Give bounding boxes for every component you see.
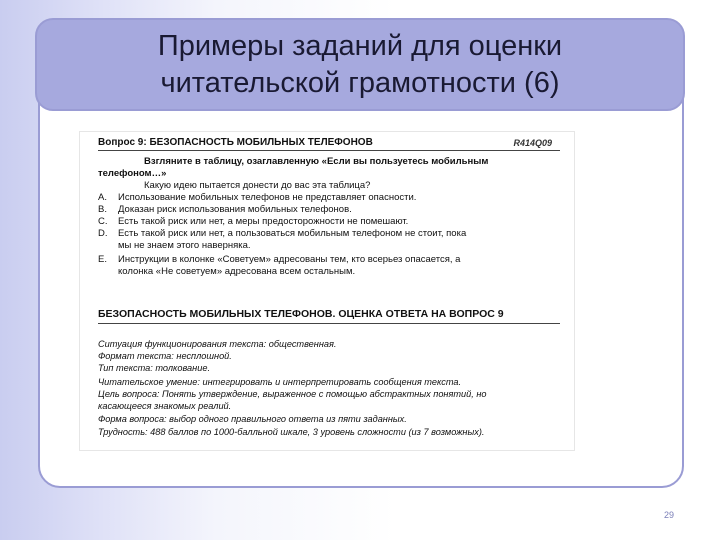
option-d-letter: D. (98, 228, 108, 239)
option-e-letter: E. (98, 254, 107, 265)
question-prompt: Какую идею пытается донести до вас эта таблица? (144, 180, 371, 191)
question-intro-line-2: телефоном…» (98, 168, 167, 179)
header-divider (98, 150, 560, 151)
detail-line: Формат текста: несплошной. (98, 351, 232, 361)
option-c-text: Есть такой риск или нет, а меры предосторожности не помешают. (118, 216, 409, 227)
slide-title-line-2: читательской грамотности (6) (160, 66, 560, 99)
document-image (80, 132, 574, 450)
detail-line: Читательское умение: интегрировать и интерпретировать сообщения текста. (98, 377, 462, 387)
section-divider (98, 323, 560, 324)
slide-title (35, 18, 685, 111)
detail-line: Цель вопроса: Понять утверждение, выраженное с помощью абстрактных понятий, но (98, 389, 487, 399)
option-e-text: Инструкции в колонке «Советуем» адресованы тем, кто всерьез опасается, а (118, 254, 461, 265)
option-e-text-cont: колонка «Не советуем» адресована всем остальным. (118, 266, 356, 277)
detail-line: касающееся знакомых реалий. (98, 401, 232, 411)
option-b-letter: B. (98, 204, 107, 215)
option-d-text-cont: мы не знаем этого наверняка. (118, 240, 251, 251)
option-c-letter: C. (98, 216, 108, 227)
option-a-letter: A. (98, 192, 107, 203)
slide-title-line-1: Примеры заданий для оценки (157, 29, 563, 62)
option-d-text: Есть такой риск или нет, а пользоваться мобильным телефоном не стоит, пока (118, 228, 467, 239)
section-title: БЕЗОПАСНОСТЬ МОБИЛЬНЫХ ТЕЛЕФОНОВ. ОЦЕНКА ОТВЕТА НА ВОПРОС 9 (98, 308, 504, 320)
option-a-text: Использование мобильных телефонов не представляет опасности. (118, 192, 417, 203)
page-number: 29 (663, 510, 674, 520)
question-header: Вопрос 9: БЕЗОПАСНОСТЬ МОБИЛЬНЫХ ТЕЛЕФОНОВ (98, 137, 373, 148)
detail-line: Тип текста: толкование. (98, 363, 210, 373)
question-code: R414Q09 (513, 138, 552, 148)
question-intro-line-1: Взгляните в таблицу, озаглавленную «Если вы пользуетесь мобильным (144, 156, 489, 167)
option-b-text: Доказан риск использования мобильных телефонов. (118, 204, 352, 215)
detail-line: Ситуация функционирования текста: общественная. (98, 339, 337, 349)
detail-line: Трудность: 488 баллов по 1000-балльной шкале, 3 уровень сложности (из 7 возможных). (98, 427, 485, 437)
detail-line: Форма вопроса: выбор одного правильного ответа из пяти заданных. (98, 414, 407, 424)
